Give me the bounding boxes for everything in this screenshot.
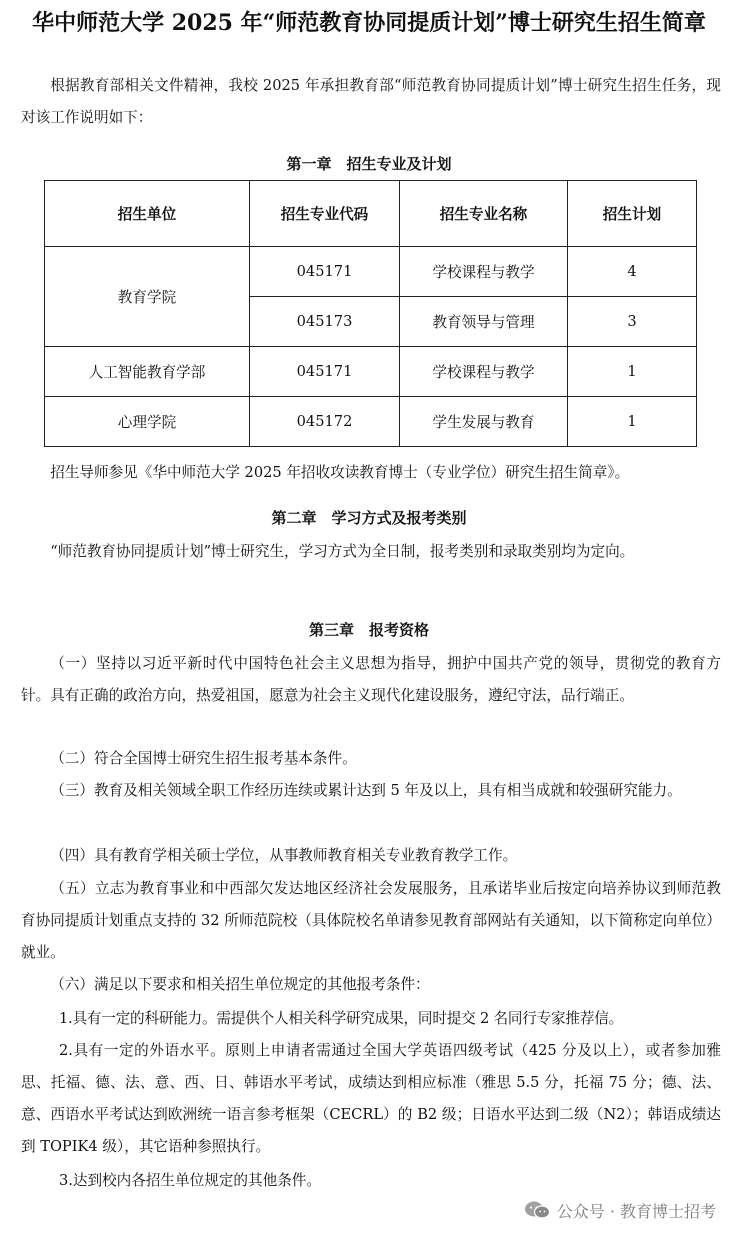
eligibility-subitem: 2.具有一定的外语水平。原则上申请者需通过全国大学英语四级考试（425 分及以上），或者参加雅思、托福、德、法、意、西、日、韩语水平考试，成绩达到相应标准（雅思 5.5 分，托福 75 分；德、法、意、西语水平考试达到欧洲统一语言参考框架（CECRL）的 B2 级；日语水平达到二级（N2）；韩语成绩达到 TOPIK4 级），其它语种参照执行。 (21, 1042, 721, 1155)
cell-plan: 1 (568, 397, 697, 447)
cell-plan: 4 (568, 247, 697, 297)
eligibility-subitem: 3.达到校内各招生单位规定的其他条件。 (58, 1172, 321, 1189)
eligibility-subitem: 1.具有一定的科研能力。需提供个人相关科学研究成果，同时提交 2 名同行专家推荐信。 (58, 1010, 624, 1027)
chapter-3-heading: 第三章 报考资格 (308, 621, 429, 639)
eligibility-item: （二）符合全国博士研究生招生报考基本条件。 (50, 750, 357, 767)
cell-name: 学生发展与教育 (400, 397, 568, 447)
header-name: 招生专业名称 (400, 181, 568, 247)
table-header-row (45, 181, 697, 247)
cell-name: 学校课程与教学 (400, 247, 568, 297)
header-plan: 招生计划 (568, 181, 697, 247)
header-code: 招生专业代码 (250, 181, 400, 247)
chapter-2-paragraph: “师范教育协同提质计划”博士研究生，学习方式为全日制，报考类别和录取类别均为定向。 (50, 543, 635, 560)
eligibility-item: （三）教育及相关领域全职工作经历连续或累计达到 5 年及以上，具有相当成就和较强研究能力。 (50, 782, 682, 799)
cell-plan: 1 (568, 347, 697, 397)
chapter-1-heading: 第一章 招生专业及计划 (286, 155, 452, 173)
table-row (45, 397, 697, 447)
advisor-note: 招生导师参见《华中师范大学 2025 年招收攻读教育博士（专业学位）研究生招生简章》。 (50, 464, 630, 481)
chapter-2-heading: 第二章 学习方式及报考类别 (271, 509, 467, 527)
table-row (45, 347, 697, 397)
cell-name: 学校课程与教学 (400, 347, 568, 397)
cell-code: 045173 (250, 297, 400, 347)
watermark-text: 公众号 · 教育博士招考 (556, 1201, 716, 1221)
cell-name: 教育领导与管理 (400, 297, 568, 347)
cell-code: 045171 (250, 347, 400, 397)
header-unit: 招生单位 (45, 181, 250, 247)
intro-paragraph: 根据教育部相关文件精神，我校 2025 年承担教育部“师范教育协同提质计划”博士研究生招生任务，现对该工作说明如下： (21, 77, 721, 126)
table-row (45, 247, 697, 297)
wechat-official-account-icon (523, 1200, 551, 1220)
cell-code: 045172 (250, 397, 400, 447)
eligibility-item: （一）坚持以习近平新时代中国特色社会主义思想为指导，拥护中国共产党的领导，贯彻党的教育方针。具有正确的政治方向，热爱祖国，愿意为社会主义现代化建设服务，遵纪守法，品行端正。 (21, 655, 721, 704)
cell-unit: 人工智能教育学部 (45, 347, 250, 397)
page-title: 华中师范大学 2025 年“师范教育协同提质计划”博士研究生招生简章 (32, 10, 706, 36)
cell-unit: 教育学院 (45, 247, 250, 347)
enrollment-plan-table (44, 180, 697, 447)
cell-code: 045171 (250, 247, 400, 297)
eligibility-item: （五）立志为教育事业和中西部欠发达地区经济社会发展服务，且承诺毕业后按定向培养协议到师范教育协同提质计划重点支持的 32 所师范院校（具体院校名单请参见教育部网站有关通知，以下简称定向单位）就业。 (21, 880, 721, 961)
eligibility-item: （六）满足以下要求和相关招生单位规定的其他报考条件： (50, 976, 430, 993)
cell-plan: 3 (568, 297, 697, 347)
eligibility-item: （四）具有教育学相关硕士学位，从事教师教育相关专业教育教学工作。 (50, 847, 518, 864)
cell-unit: 心理学院 (45, 397, 250, 447)
watermark (523, 1195, 716, 1225)
